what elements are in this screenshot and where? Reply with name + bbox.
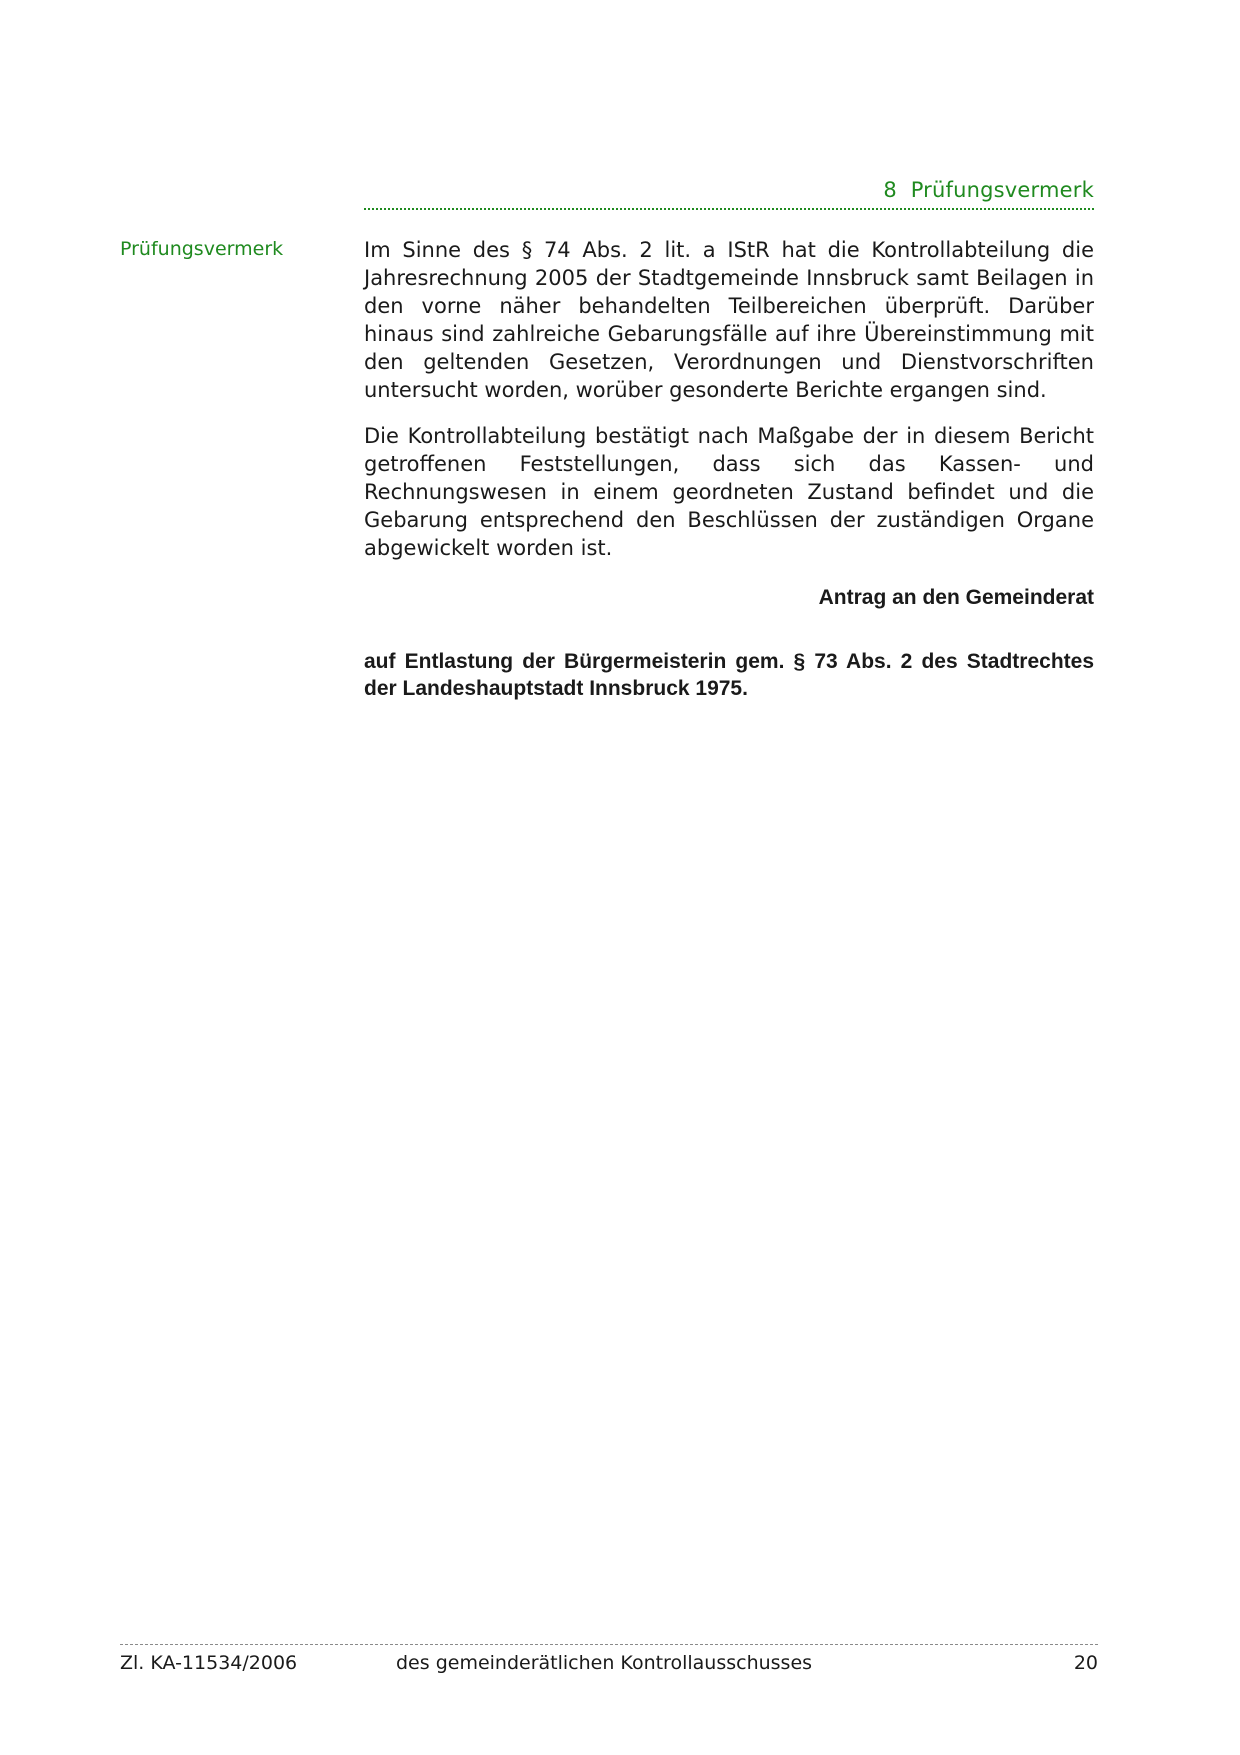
- chapter-heading: [364, 178, 1094, 210]
- paragraph-audit-confirmation: Die Kontrollabteilung bestätigt nach Maßgabe der in diesem Bericht getroffenen Feststellungen, dass sich das Kassen- und Rechnungswesen in einem geordneten Zustand befindet und die Gebarung entsprechend den Beschlüssen der zuständigen Organe abgewickelt worden ist.: [364, 424, 1094, 560]
- page-number: 20: [1073, 1652, 1098, 1674]
- paragraph-audit-scope: Im Sinne des § 74 Abs. 2 lit. a IStR hat die Kontrollabteilung die Jahresrechnung 2005 der Stadtgemeinde Innsbruck samt Beilagen in den vorne näher behandelten Teilbereichen überprüft. Darüber hinaus sind zahlreiche Gebarungsfälle auf ihre Übereinstimmung mit den geltenden Gesetzen, Verordnungen und Dienstvorschriften untersucht worden, worüber gesonderte Berichte ergangen sind.: [364, 238, 1094, 402]
- main-text-column: [364, 236, 1094, 702]
- chapter-number: 8: [883, 178, 897, 202]
- motion-text: auf Entlastung der Bürgermeisterin gem. § 73 Abs. 2 des Stadtrechtes der Landeshauptstadt Innsbruck 1975.: [364, 650, 1094, 700]
- chapter-title: Prüfungsvermerk: [910, 178, 1094, 202]
- motion-title: Antrag an den Gemeinderat: [818, 586, 1094, 609]
- footer-reference: Zl. KA-11534/2006: [120, 1652, 298, 1674]
- footer-committee: des gemeinderätlichen Kontrollausschusses: [396, 1652, 813, 1674]
- footer-divider: [120, 1644, 1098, 1645]
- margin-label: Prüfungsvermerk: [120, 238, 284, 260]
